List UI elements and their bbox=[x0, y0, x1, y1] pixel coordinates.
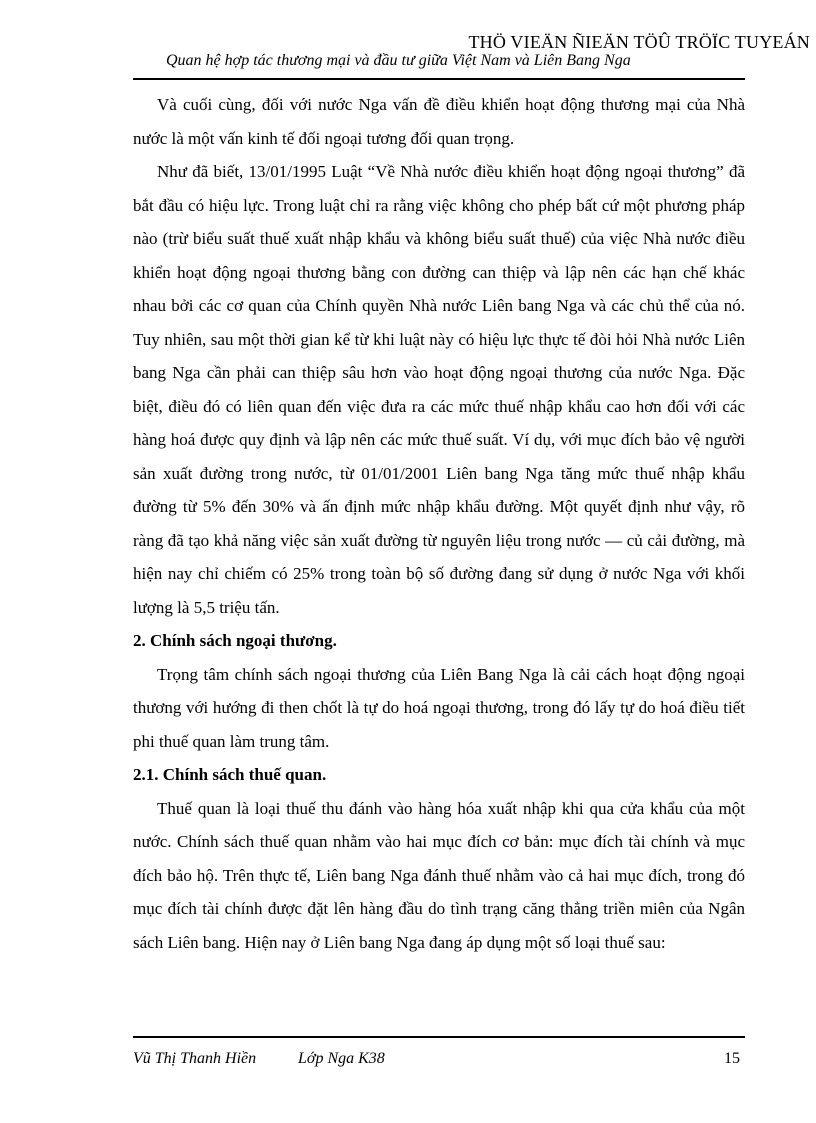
paragraph-1: Và cuối cùng, đối với nước Nga vấn đề điều khiển hoạt động thương mại của Nhà nước là một vấn kinh tế đối ngoại tương đối quan trọng. bbox=[133, 95, 745, 148]
footer-class: Lớp Nga K38 bbox=[298, 1050, 385, 1067]
running-header-title: Quan hệ hợp tác thương mại và đầu tư giữa Việt Nam và Liên Bang Nga bbox=[166, 52, 631, 69]
footer-author: Vũ Thị Thanh Hiền bbox=[133, 1050, 257, 1067]
section-heading-2: 2. Chính sách ngoại thương. bbox=[133, 631, 337, 650]
header-divider bbox=[133, 78, 745, 80]
footer-divider bbox=[133, 1036, 745, 1038]
section-heading-2-1: 2.1. Chính sách thuế quan. bbox=[133, 765, 327, 784]
paragraph-2: Như đã biết, 13/01/1995 Luật “Về Nhà nước điều khiển hoạt động ngoại thương” đã bắt đầu có hiệu lực. Trong luật chỉ ra rằng việc không cho phép bất cứ một phương pháp nào (trừ biểu suất thuế xuất nhập khẩu và không biểu suất thuế) của việc Nhà nước điều khiển hoạt động ngoại thương bằng con đường can thiệp và lập nên các hạn chế khác nhau bởi các cơ quan của Chính quyền Nhà nước Liên bang Nga và các chủ thể của nó. Tuy nhiên, sau một thời gian kể từ khi luật này có hiệu lực thực tế đòi hỏi Nhà nước Liên bang Nga cần phải can thiệp sâu hơn vào hoạt động ngoại thương của nước Nga. Đặc biệt, điều đó có liên quan đến việc đưa ra các mức thuế nhập khẩu cao hơn đối với các hàng hoá được quy định và lập nên các mức thuế suất. Ví dụ, với mục đích bảo vệ người sản xuất đường trong nước, từ 01/01/2001 Liên bang Nga tăng mức thuế nhập khẩu đường từ 5% đến 30% và ấn định mức nhập khẩu đường. Một quyết định như vậy, rõ ràng đã tạo khả năng việc sản xuất đường từ nguyên liệu trong nước — củ cải đường, mà hiện nay chỉ chiếm có 25% trong toàn bộ số đường đang sử dụng ở nước Nga với khối lượng là 5,5 triệu tấn. bbox=[133, 162, 745, 617]
paragraph-4: Thuế quan là loại thuế thu đánh vào hàng hóa xuất nhập khi qua cửa khẩu của một nước. Chính sách thuế quan nhằm vào hai mục đích cơ bản: mục đích tài chính và mục đích bảo hộ. Trên thực tế, Liên bang Nga đánh thuế nhằm vào cả hai mục đích, trong đó mục đích tài chính được đặt lên hàng đầu do tình trạng căng thẳng triền miên của Ngân sách Liên bang. Hiện nay ở Liên bang Nga đang áp dụng một số loại thuế sau: bbox=[133, 798, 745, 952]
page-number: 15 bbox=[724, 1050, 740, 1067]
paragraph-3: Trọng tâm chính sách ngoại thương của Liên Bang Nga là cải cách hoạt động ngoại thương với hướng đi then chốt là tự do hoá ngoại thương, trong đó lấy tự do hoá điều tiết phi thuế quan làm trung tâm. bbox=[133, 664, 745, 751]
watermark-text: THÖ VIEÄN ÑIEÄN TÖÛ TRÖÏC TUYEÁN bbox=[468, 32, 810, 52]
page-body bbox=[133, 88, 745, 959]
